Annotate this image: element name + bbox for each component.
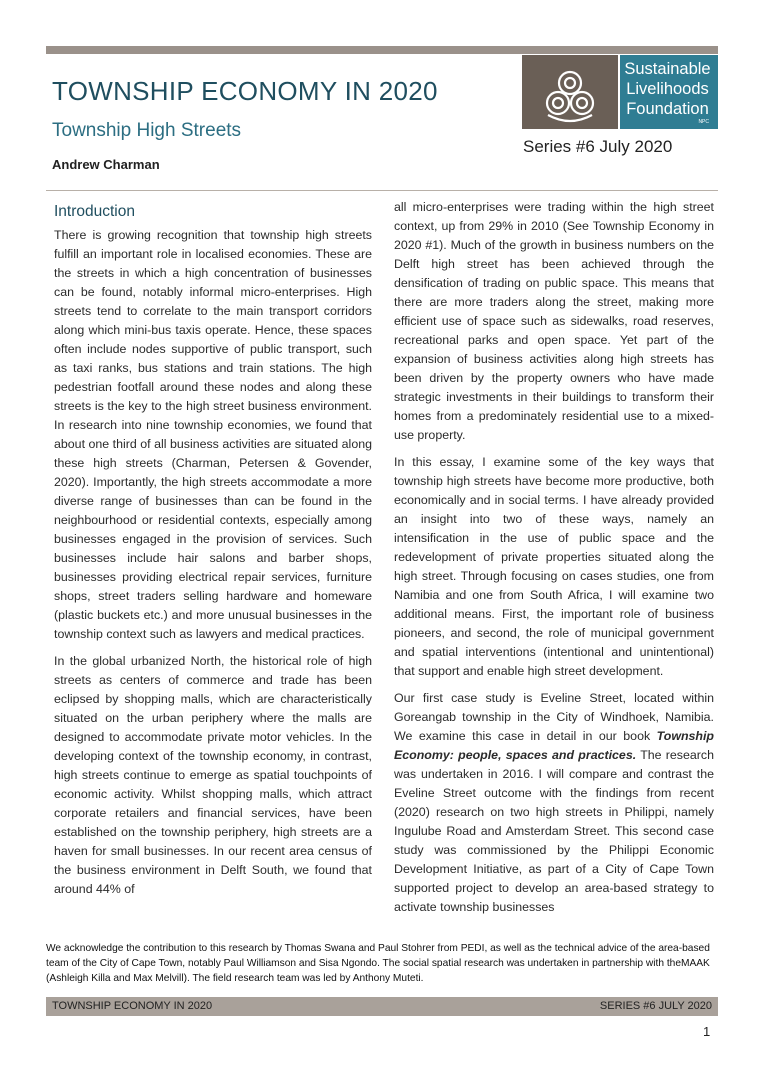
- logo-line-1: Sustainable: [624, 60, 711, 78]
- left-column: [54, 226, 372, 907]
- header-divider: [46, 190, 718, 191]
- document-subtitle: Township High Streets: [52, 120, 242, 141]
- logo-line-2: Livelihoods: [626, 80, 709, 98]
- paragraph-left-2: In the global urbanized North, the historical role of high streets as centers of commerce and trade has been eclipsed by shopping malls, which are characteristically situated on the urban periphery where the malls are designed to accommodate private motor vehicles. In the developing context of the township economy, in contrast, high streets continue to emerge as spatial touchpoints of economic activity. Whilst shopping malls, which attract corporate retailers and financial services, have been established on the township periphery, high streets are a haven for small businesses. In our recent area census of the business environment in Delft South, we found that around 44% of: [54, 654, 372, 896]
- book-title: Township Economy: people, spaces and practices.: [394, 729, 714, 762]
- footer-title: TOWNSHIP ECONOMY IN 2020: [52, 1000, 213, 1012]
- author-name: Andrew Charman: [52, 157, 160, 172]
- document-title: TOWNSHIP ECONOMY IN 2020: [52, 76, 438, 106]
- paragraph-right-3-end: The research was undertaken in 2016. I will compare and contrast the Eveline Street outcome with the findings from recent (2020) research on two high streets in Philippi, namely Ingulube Road and Amsterdam Street. This second case study was commissioned by the Philippi Economic Development Initiative, as part of a City of Cape Town supported project to develop an area-based strategy to activate township businesses: [394, 748, 714, 914]
- right-column: [394, 198, 714, 925]
- paragraph-right-3-start: Our first case study is Eveline Street, located within Goreangab township in the City of Windhoek, Namibia. We examine this case in detail in our book: [394, 691, 714, 743]
- logo-npc: NPC: [698, 119, 709, 125]
- paragraph-right-3: [394, 689, 714, 917]
- footer-series: SERIES #6 JULY 2020: [599, 1000, 712, 1012]
- paragraph-right-1: all micro-enterprises were trading within the high street context, up from 29% in 2010 (See Township Economy in 2020 #1). Much of the growth in business numbers on the Delft high street has been achieved through the densification of trading on public space. This means that there are more traders along the street, making more efficient use of space such as sidewalks, road reserves, recreational parks and open space. Yet part of the expansion of business activities along high streets has been driven by the property owners who have made strategic investments in their buildings to transform their homes from a predominately residential use to a mixed-use property.: [394, 200, 714, 442]
- section-heading-introduction: Introduction: [54, 203, 135, 220]
- series-label: Series #6 July 2020: [523, 137, 673, 156]
- paragraph-right-2: In this essay, I examine some of the key ways that township high streets have become more productive, both economically and in social terms. I have already provided an insight into two of these ways, namely an intensification in the use of public space and the redevelopment of private properties situated along the high street. Through focusing on cases studies, one from Namibia and one from South Africa, I will examine two additional means. First, the important role of business pioneers, and second, the role of municipal government and spatial interventions (intentional and unintentional) that support and enable high street development.: [394, 455, 714, 678]
- footer-bar: [46, 997, 718, 1016]
- logo-line-3: Foundation: [626, 100, 709, 118]
- paragraph-left-1: There is growing recognition that township high streets fulfill an important role in localised economies. These are the streets in which a high concentration of businesses can be found, notably informal micro-enterprises. High streets tend to correlate to the main transport corridors along which mini-bus taxis operate. Hence, these spaces often include nodes supportive of public transport, such as taxi ranks, bus stations and train stations. The high pedestrian footfall around these nodes and along these streets is the key to the high street business environment. In research into nine township economies, we found that about one third of all business activities are situated along these high streets (Charman, Petersen & Govender, 2020). Importantly, the high streets accommodate a more diverse range of businesses than can be found in the neighbourhood or residential contexts, especially among businesses engaged in the provision of services. Such businesses include hair salons and barber shops, businesses providing electrical repair services, furniture shops, street traders selling hardware and homeware (plastic buckets etc.) and more unusual businesses in the township context such as lawyers and medical practices.: [54, 228, 372, 641]
- acknowledgement-note: We acknowledge the contribution to this research by Thomas Swana and Paul Stohrer from PEDI, as well as the technical advice of the area-based team of the City of Cape Town, notably Paul Williamson and Sisa Ngondo. The social spatial research was undertaken in partnership with theMAAK (Ashleigh Killa and Max Melvill). The field research team was led by Anthony Muteti.: [46, 943, 710, 984]
- foundation-logo-text: [620, 55, 718, 129]
- page-number: 1: [703, 1024, 711, 1039]
- top-decorative-bar: [46, 46, 718, 54]
- knot-logo-icon: [522, 55, 618, 129]
